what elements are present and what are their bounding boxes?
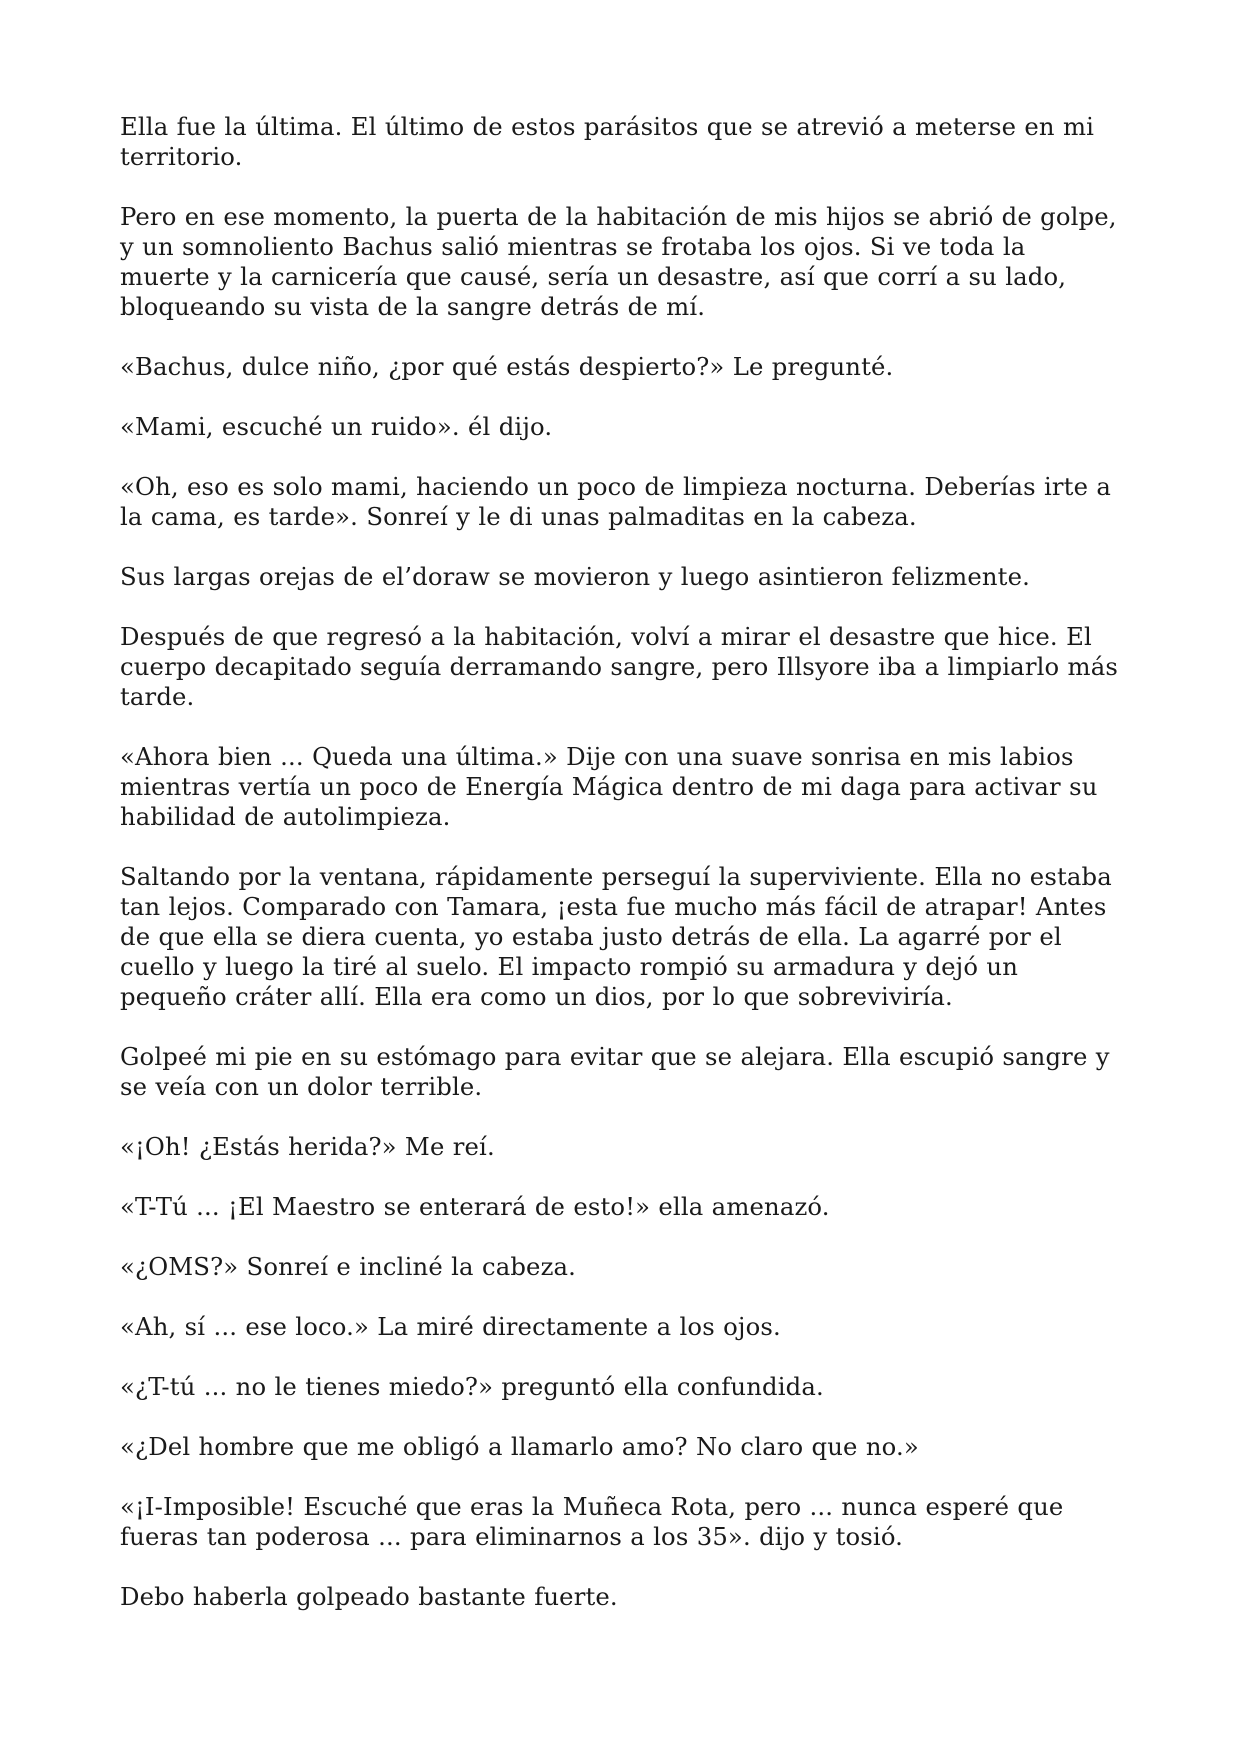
paragraph-6: Sus largas orejas de el’doraw se movieron y luego asintieron felizmente. [120, 562, 1030, 591]
paragraph-4: «Mami, escuché un ruido». él dijo. [120, 412, 553, 441]
paragraph-12: «T-Tú ... ¡El Maestro se enterará de esto!» ella amenazó. [120, 1192, 830, 1221]
paragraph-1: Ella fue la última. El último de estos parásitos que se atrevió a meterse en mi territorio. [120, 112, 1095, 171]
paragraph-17: «¡I-Imposible! Escuché que eras la Muñeca Rota, pero ... nunca esperé que fueras tan poderosa ... para eliminarnos a los 35». dijo y tosió. [120, 1492, 1064, 1551]
paragraph-11: «¡Oh! ¿Estás herida?» Me reí. [120, 1132, 495, 1161]
paragraph-16: «¿Del hombre que me obligó a llamarlo amo? No claro que no.» [120, 1432, 919, 1461]
paragraph-18: Debo haberla golpeado bastante fuerte. [120, 1582, 618, 1611]
document-page [120, 112, 1120, 1642]
paragraph-3: «Bachus, dulce niño, ¿por qué estás despierto?» Le pregunté. [120, 352, 894, 381]
paragraph-13: «¿OMS?» Sonreí e incliné la cabeza. [120, 1252, 577, 1281]
paragraph-5: «Oh, eso es solo mami, haciendo un poco de limpieza nocturna. Deberías irte a la cama, es tarde». Sonreí y le di unas palmaditas en la cabeza. [120, 472, 1112, 531]
paragraph-2: Pero en ese momento, la puerta de la habitación de mis hijos se abrió de golpe, y un somnoliento Bachus salió mientras se frotaba los ojos. Si ve toda la muerte y la carnicería que causé, sería un desastre, así que corrí a su lado, bloqueando su vista de la sangre detrás de mí. [120, 202, 1117, 321]
paragraph-7: Después de que regresó a la habitación, volví a mirar el desastre que hice. El cuerpo decapitado seguía derramando sangre, pero Illsyore iba a limpiarlo más tarde. [120, 622, 1118, 711]
paragraph-15: «¿T-tú ... no le tienes miedo?» preguntó ella confundida. [120, 1372, 824, 1401]
paragraph-10: Golpeé mi pie en su estómago para evitar que se alejara. Ella escupió sangre y se veía con un dolor terrible. [120, 1042, 1110, 1101]
paragraph-8: «Ahora bien ... Queda una última.» Dije con una suave sonrisa en mis labios mientras vertía un poco de Energía Mágica dentro de mi daga para activar su habilidad de autolimpieza. [120, 742, 1098, 831]
paragraph-9: Saltando por la ventana, rápidamente perseguí la superviviente. Ella no estaba tan lejos. Comparado con Tamara, ¡esta fue mucho más fácil de atrapar! Antes de que ella se diera cuenta, yo estaba justo detrás de ella. La agarré por el cuello y luego la tiré al suelo. El impacto rompió su armadura y dejó un pequeño cráter allí. Ella era como un dios, por lo que sobreviviría. [120, 862, 1112, 1011]
paragraph-14: «Ah, sí ... ese loco.» La miré directamente a los ojos. [120, 1312, 781, 1341]
